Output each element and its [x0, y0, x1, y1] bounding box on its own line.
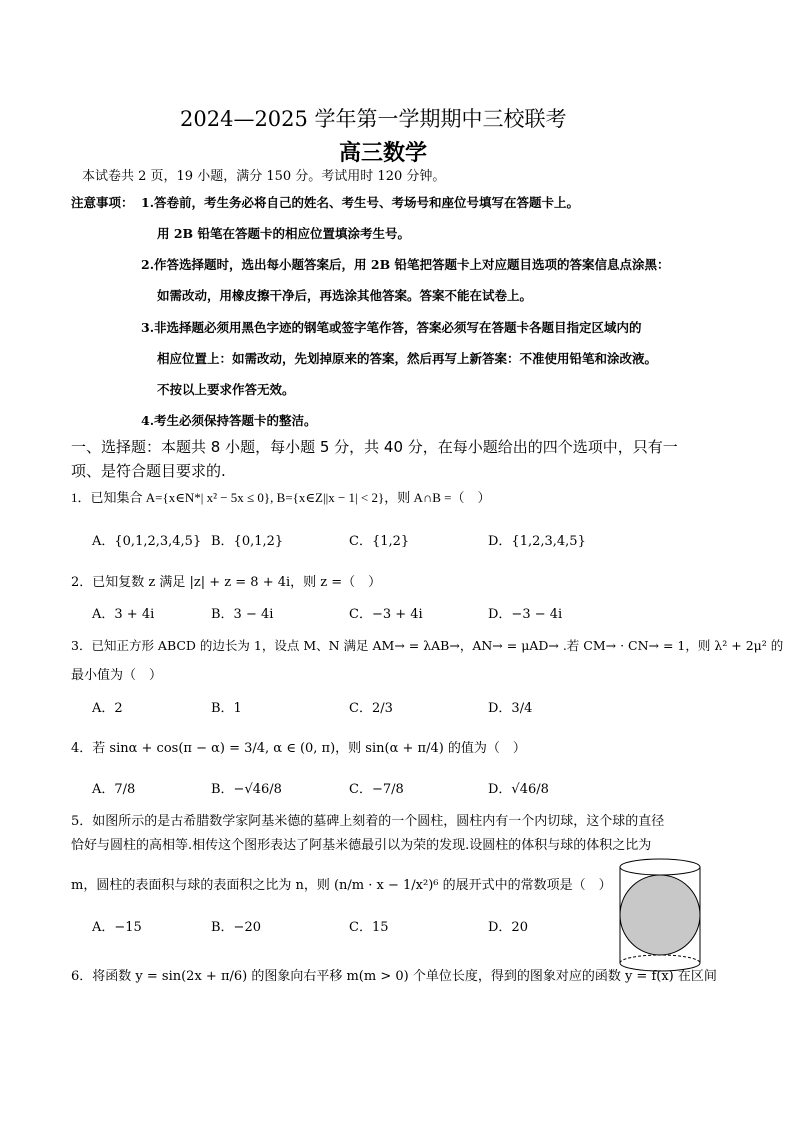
notice-item: 如需改动，用橡皮擦干净后，再选涂其他答案。答案不能在试卷上。	[157, 288, 533, 303]
question-3-stem: 3．已知正方形 ABCD 的边长为 1，设点 M、N 满足 AM→ = λAB→，AN→ = μAD→ .若 CM→ · CN→ = 1，则 λ² + 2μ² 的	[71, 638, 784, 653]
q4-option-c: C．−7/8	[349, 782, 404, 797]
q3-option-c: C．2/3	[349, 701, 393, 716]
notice-item: 不按以上要求作答无效。	[157, 382, 295, 397]
notice-item: 1.答卷前，考生务必将自己的姓名、考生号、考场号和座位号填写在答题卡上。	[141, 195, 580, 210]
question-5-stem: 5．如图所示的是古希腊数学家阿基米德的墓碑上刻着的一个圆柱，圆柱内有一个内切球，这个球的直径	[71, 814, 665, 829]
q1-option-d: D．{1,2,3,4,5}	[488, 534, 586, 549]
question-5-stem-cont: 恰好与圆柱的高相等.相传这个图形表达了阿基米德最引以为荣的发现.设圆柱的体积与球的体积之比为	[71, 838, 652, 853]
q3-option-a: A．2	[92, 701, 123, 716]
q4-option-b: B．−√46/8	[211, 782, 282, 797]
section-heading: 一、选择题：本题共 8 小题，每小题 5 分，共 40 分，在每小题给出的四个选项中，只有一	[71, 438, 678, 456]
q2-option-b: B．3 − 4i	[211, 607, 274, 622]
notice-item: 用 2B 铅笔在答题卡的相应位置填涂考生号。	[157, 226, 410, 241]
q1-option-b: B．{0,1,2}	[211, 534, 284, 549]
notice-item: 3.非选择题必须用黑色字迹的钢笔或签字笔作答，答案必须写在答题卡各题目指定区域内的	[141, 320, 642, 335]
section-heading-cont: 项、是符合题目要求的.	[71, 462, 226, 480]
q2-option-c: C．−3 + 4i	[349, 607, 423, 622]
q5-option-b: B．−20	[211, 920, 261, 935]
question-5-stem-cont2: m，圆柱的表面积与球的表面积之比为 n，则 (n/m · x − 1/x²)⁶ 的展开式中的常数项是（ ）	[71, 878, 612, 893]
notice-item: 2.作答选择题时，选出每小题答案后，用 2B 铅笔把答题卡上对应题目选项的答案信息点涂黑：	[141, 257, 670, 272]
q1-option-a: A．{0,1,2,3,4,5}	[92, 534, 202, 549]
notice-item: 4.考生必须保持答题卡的整洁。	[141, 413, 317, 428]
question-4-stem: 4．若 sinα + cos(π − α) = 3/4, α ∈ (0, π)，则 sin(α + π/4) 的值为（ ）	[71, 741, 526, 756]
exam-intro: 本试卷共 2 页，19 小题，满分 150 分。考试用时 120 分钟。	[82, 169, 446, 184]
q1-option-c: C．{1,2}	[349, 534, 410, 549]
question-2-stem: 2．已知复数 z 满足 |z| + z = 8 + 4i，则 z =（ ）	[71, 575, 382, 590]
page-subtitle: 高三数学	[339, 141, 428, 166]
notice-item: 相应位置上：如需改动，先划掉原来的答案，然后再写上新答案：不准使用铅笔和涂改液。	[157, 351, 658, 366]
question-6-stem: 6．将函数 y = sin(2x + π/6) 的图象向右平移 m(m > 0) 个单位长度，得到的图象对应的函数 y = f(x) 在区间	[71, 969, 717, 984]
q5-option-d: D．20	[488, 920, 528, 935]
q4-option-a: A．7/8	[92, 782, 136, 797]
q3-option-b: B．1	[211, 701, 242, 716]
cylinder-sphere-figure	[612, 855, 708, 977]
page-title: 2024—2025 学年第一学期期中三校联考	[180, 107, 567, 131]
notice-label: 注意事项：	[71, 195, 134, 210]
question-3-stem-cont: 最小值为（ ）	[71, 668, 163, 683]
q2-option-a: A．3 + 4i	[92, 607, 155, 622]
q5-option-a: A．−15	[92, 920, 142, 935]
q2-option-d: D．−3 − 4i	[488, 607, 563, 622]
q4-option-d: D．√46/8	[488, 782, 549, 797]
q5-option-c: C．15	[349, 920, 389, 935]
q3-option-d: D．3/4	[488, 701, 533, 716]
question-1-stem: 1．已知集合 A={x∈N*| x² − 5x ≤ 0}, B={x∈Z||x − 1| < 2}，则 A∩B =（ ）	[71, 490, 491, 505]
